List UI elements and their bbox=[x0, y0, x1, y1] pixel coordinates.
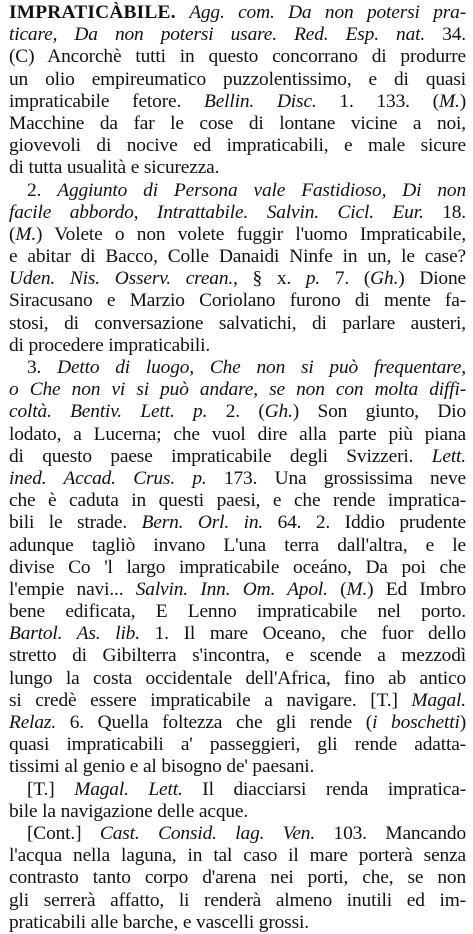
text-line bbox=[9, 180, 466, 202]
italic-run: p. bbox=[305, 268, 321, 290]
text-run: si credè essere impraticabile a navigare. [T.] bbox=[9, 689, 412, 711]
text-run: giovevoli di nocive ed impraticabili, e male sicure bbox=[9, 135, 466, 157]
text-run: l'acqua nella laguna, in tal caso il mare porterà senza bbox=[9, 845, 466, 867]
text-run: bene edificata, E Lenno impraticabile nel porto. bbox=[9, 601, 466, 623]
text-run: ) Volete o non volete fuggir l'uomo Impraticabile, bbox=[36, 223, 466, 245]
text-run: 2. bbox=[27, 179, 58, 201]
text-line bbox=[9, 379, 466, 401]
italic-run: Bartol. As. lib. bbox=[9, 623, 140, 645]
text-run: ) bbox=[459, 712, 466, 733]
text-run: praticabili alle barche, e vascelli grossi. bbox=[9, 911, 309, 933]
text-run: (C) Ancorchè tutti in questo concorrano di produrre bbox=[9, 46, 466, 68]
text-line bbox=[9, 912, 466, 934]
text-line bbox=[9, 24, 466, 46]
text-run: Siracusano e Marzio Coriolano furono di mente fa- bbox=[9, 290, 466, 312]
text-run: 18. bbox=[423, 201, 466, 223]
text-line bbox=[9, 690, 466, 712]
text-run: bili le strade. bbox=[9, 512, 142, 534]
text-run: 173. Una grossissima neve bbox=[206, 467, 466, 489]
text-run: [Cont.] bbox=[27, 822, 100, 844]
dictionary-entry-impraticabile bbox=[9, 2, 466, 934]
text-line bbox=[9, 290, 466, 312]
italic-run: Bellin. Disc. bbox=[204, 90, 317, 112]
text-run: 2. ( bbox=[207, 401, 265, 423]
text-run: 103. Mancando bbox=[315, 822, 466, 844]
italic-run: coltà. Bentiv. Lett. p. bbox=[9, 401, 208, 423]
text-run: bile la navigazione delle acque. bbox=[9, 800, 249, 822]
text-run: 1. 133. ( bbox=[316, 90, 439, 112]
text-line bbox=[9, 468, 466, 490]
text-line bbox=[9, 734, 466, 756]
text-line bbox=[9, 224, 466, 246]
text-run: 34. bbox=[425, 24, 466, 46]
italic-run: Cast. Consid. lag. Ven. bbox=[99, 822, 316, 844]
text-line bbox=[9, 268, 466, 290]
text-run: divise Co 'l largo impraticabile oceáno, Da poi che bbox=[9, 556, 466, 578]
text-line bbox=[9, 2, 466, 24]
italic-run: o Che non vi si può andare, se non con molta diffi- bbox=[9, 379, 466, 401]
text-run: ) Son giunto, Dio bbox=[292, 401, 466, 423]
text-line bbox=[9, 645, 466, 667]
text-run: di tutta usualità e sicurezza. bbox=[9, 157, 220, 179]
text-run bbox=[176, 2, 189, 23]
text-run: gli serrerà affatto, li renderà almeno inutili ed im- bbox=[9, 889, 466, 911]
text-line bbox=[9, 335, 466, 357]
text-run: di questo paese impraticabile degli Svizzeri. bbox=[9, 445, 432, 467]
text-line bbox=[9, 823, 466, 845]
italic-run: M. bbox=[438, 90, 460, 112]
italic-run: M. bbox=[15, 223, 37, 245]
text-run: stosi, di conversazione salvatichi, di parlare austeri, bbox=[9, 312, 466, 334]
text-line bbox=[9, 557, 466, 579]
text-line bbox=[9, 69, 466, 91]
text-line bbox=[9, 535, 466, 557]
text-run: Macchine da far le cose di lontane vicine a noi, bbox=[9, 112, 466, 134]
text-line bbox=[9, 202, 466, 224]
text-run: ( bbox=[327, 578, 347, 600]
text-run: 1. Il mare Oceano, che fuor dello bbox=[139, 623, 466, 645]
text-line bbox=[9, 490, 466, 512]
text-run: 3. bbox=[27, 357, 58, 378]
text-run: che è caduta in questi paesi, e che rende impratica- bbox=[9, 490, 466, 512]
italic-run: Magal. Lett. bbox=[74, 778, 183, 800]
text-run: lodato, a Lucerna; che vuol dire alla parte più piana bbox=[9, 423, 466, 445]
text-line bbox=[9, 867, 466, 889]
text-line bbox=[9, 601, 466, 623]
text-line bbox=[9, 845, 466, 867]
text-run: stretto di Gibilterra s'incontra, e scende a mezzodì bbox=[9, 645, 466, 667]
text-run: 6. Quella foltezza che gli rende ( bbox=[56, 712, 373, 733]
text-run: [T.] bbox=[27, 778, 75, 800]
text-line bbox=[9, 801, 466, 823]
text-run: di procedere impraticabili. bbox=[9, 334, 211, 356]
text-run: tissimi al genio e al bisogno de' paesani. bbox=[9, 756, 315, 778]
italic-run: ticare, Da non potersi usare. Red. Esp. nat. bbox=[9, 24, 426, 46]
text-run: 64. 2. Iddio prudente bbox=[263, 512, 466, 534]
text-run: quasi impraticabili a' passeggieri, gli rende adatta- bbox=[9, 734, 466, 756]
italic-run: Gh. bbox=[264, 401, 293, 423]
italic-run: i boschetti bbox=[372, 712, 460, 733]
text-line bbox=[9, 712, 466, 734]
text-run: impraticabile fetore. bbox=[9, 90, 205, 112]
text-run: Il diacciarsi renda impratica- bbox=[182, 778, 466, 800]
text-line bbox=[9, 579, 466, 601]
text-run: e abitar di Bacco, Colle Danaidi Ninfe in un, le case? bbox=[9, 246, 466, 268]
text-line bbox=[9, 357, 466, 379]
text-line bbox=[9, 424, 466, 446]
text-run: ) Dione bbox=[398, 268, 466, 290]
text-line bbox=[9, 157, 466, 179]
text-run: 7. ( bbox=[320, 268, 371, 290]
italic-run: Bern. Orl. in. bbox=[141, 512, 264, 534]
italic-run: facile abbordo, Intrattabile. Salvin. Cicl. Eur. bbox=[9, 201, 424, 223]
italic-run: ined. Accad. Crus. p. bbox=[9, 467, 207, 489]
text-run: ) bbox=[459, 90, 466, 112]
text-line bbox=[9, 446, 466, 468]
text-run: ) Ed Imbro bbox=[367, 578, 466, 600]
headword: IMPRATICÀBILE. bbox=[9, 2, 176, 23]
text-line bbox=[9, 91, 466, 113]
text-line bbox=[9, 246, 466, 268]
text-run: adunque tagliò invano L'una terra dall'altra, e le bbox=[9, 534, 466, 556]
italic-run: Lett. bbox=[431, 445, 466, 467]
italic-run: Detto di luogo, Che non si può frequentare, bbox=[57, 357, 466, 378]
italic-run: Agg. com. Da non potersi pra- bbox=[189, 2, 466, 23]
text-line bbox=[9, 512, 466, 534]
text-line bbox=[9, 623, 466, 645]
italic-run: Relaz. bbox=[9, 712, 57, 733]
text-run: l'empie navi... bbox=[9, 578, 136, 600]
text-line bbox=[9, 135, 466, 157]
text-run: lungo la costa occidentale dell'Africa, fino ab antico bbox=[9, 667, 466, 689]
text-line bbox=[9, 756, 466, 778]
text-line bbox=[9, 113, 466, 135]
text-run: , § x. bbox=[233, 268, 306, 290]
text-run: ( bbox=[9, 223, 16, 245]
italic-run: Salvin. Inn. Om. Apol. bbox=[135, 578, 328, 600]
italic-run: M. bbox=[346, 578, 368, 600]
text-line bbox=[9, 401, 466, 423]
italic-run: Uden. Nis. Osserv. crean. bbox=[9, 268, 234, 290]
italic-run: Magal. bbox=[411, 689, 466, 711]
text-line bbox=[9, 779, 466, 801]
text-line bbox=[9, 313, 466, 335]
italic-run: Aggiunto di Persona vale Fastidioso, Di non bbox=[57, 179, 466, 201]
text-run: un olio empireumatico puzzolentissimo, e di quasi bbox=[9, 68, 466, 90]
text-run: contrasto tanto corpo d'arena nei porti, che, se non bbox=[9, 867, 466, 889]
text-line bbox=[9, 668, 466, 690]
italic-run: Gh. bbox=[370, 268, 399, 290]
text-line bbox=[9, 46, 466, 68]
